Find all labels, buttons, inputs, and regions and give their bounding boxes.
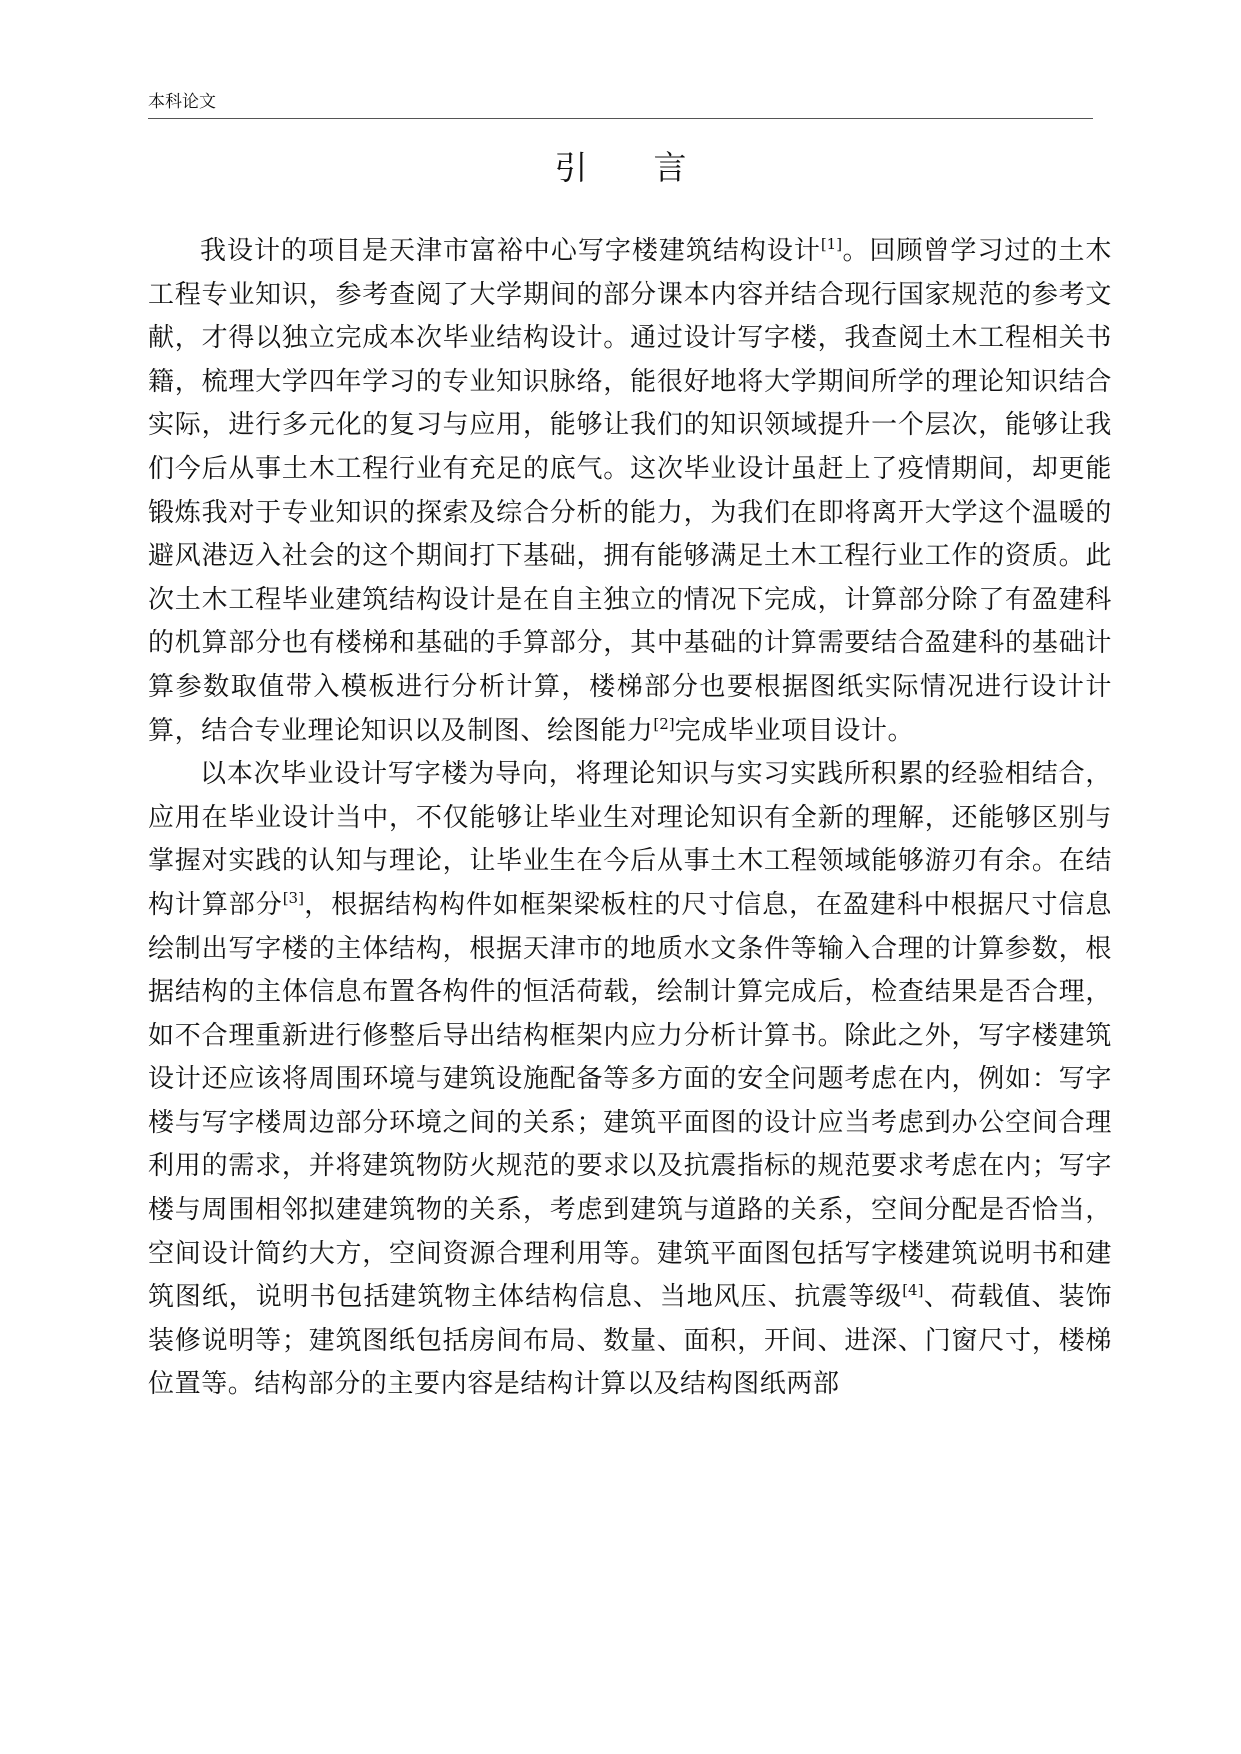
paragraph-text: ，根据结构构件如框架梁板柱的尺寸信息，在盈建科中根据尺寸信息绘制出写字楼的主体结构，根据天津市的地质水文条件等输入合理的计算参数，根据结构的主体信息布置各构件的恒活荷载，绘制计算完成后，检查结果是否合理，如不合理重新进行修整后导出结构框架内应力分析计算书。除此之外，写字楼建筑设计还应该将周围环境与建筑设施配备等多方面的安全问题考虑在内，例如：写字楼与写字楼周边部分环境之间的关系；建筑平面图的设计应当考虑到办公空间合理利用的需求，并将建筑物防火规范的要求以及抗震指标的规范要求考虑在内；写字楼与周围相邻拟建建筑物的关系，考虑到建筑与道路的关系，空间分配是否恰当，空间设计简约大方，空间资源合理利用等。建筑平面图包括写字楼建筑说明书和建筑图纸，说明书包括建筑物主体结构信息、当地风压、抗震等级 — [148, 889, 1112, 1313]
citation-ref-3: [3] — [282, 888, 304, 907]
paragraph-2 — [148, 753, 1112, 1407]
header-rule — [148, 118, 1093, 119]
running-header: 本科论文 — [148, 92, 216, 112]
citation-ref-2: [2] — [653, 714, 675, 733]
section-title-part-1: 引 — [554, 148, 588, 187]
section-title — [0, 146, 1241, 190]
paragraph-text: 。回顾曾学习过的土木工程专业知识，参考查阅了大学期间的部分课本内容并结合现行国家规范的参考文献，才得以独立完成本次毕业结构设计。通过设计写字楼，我查阅土木工程相关书籍，梳理大学四年学习的专业知识脉络，能很好地将大学期间所学的理论知识结合实际，进行多元化的复习与应用，能够让我们的知识领域提升一个层次，能够让我们今后从事土木工程行业有充足的底气。这次毕业设计虽赶上了疫情期间，却更能锻炼我对于专业知识的探索及综合分析的能力，为我们在即将离开大学这个温暖的避风港迈入社会的这个期间打下基础，拥有能够满足土木工程行业工作的资质。此次土木工程毕业建筑结构设计是在自主独立的情况下完成，计算部分除了有盈建科的机算部分也有楼梯和基础的手算部分，其中基础的计算需要结合盈建科的基础计算参数取值带入模板进行分析计算，楼梯部分也要根据图纸实际情况进行设计计算，结合专业理论知识以及制图、绘图能力 — [148, 236, 1112, 746]
paragraph-text: 我设计的项目是天津市富裕中心写字楼建筑结构设计 — [200, 236, 821, 266]
citation-ref-1: [1] — [820, 235, 843, 253]
paragraph-1 — [148, 230, 1112, 753]
body-text — [148, 230, 1112, 1407]
section-title-part-2: 言 — [653, 148, 687, 187]
paragraph-text: 、荷载值、装饰装修说明等；建筑图纸包括房间布局、数量、面积，开间、进深、门窗尺寸，楼梯位置等。结构部分的主要内容是结构计算以及结构图纸两部 — [148, 1282, 1113, 1400]
citation-ref-4: [4] — [902, 1281, 924, 1300]
paragraph-text: 以本次毕业设计写字楼为导向，将理论知识与实习实践所积累的经验相结合，应用在毕业设计当中，不仅能够让毕业生对理论知识有全新的理解，还能够区别与掌握对实践的认知与理论，让毕业生在今后从事土木工程领域能够游刃有余。在结构计算部分 — [148, 759, 1112, 920]
paragraph-text: 完成毕业项目设计。 — [674, 715, 915, 746]
